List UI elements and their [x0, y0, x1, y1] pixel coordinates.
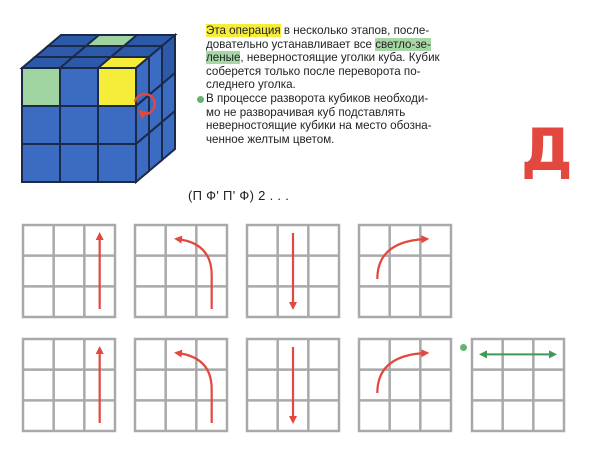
bullet-dot-icon	[460, 344, 467, 351]
move-grid	[247, 225, 339, 317]
move-formula: (П Ф' П' Ф) 2 . . .	[188, 188, 290, 203]
move-grid	[247, 339, 339, 431]
text-span: в несколько этапов, после-	[280, 24, 430, 37]
text-span: , неверностоящие уголки куба. Кубик	[240, 51, 440, 65]
text-span: мо не разворачивая куб подставлять	[206, 105, 406, 119]
move-grid	[23, 225, 115, 317]
highlight-operation: Эта операция	[206, 24, 281, 37]
move-grid	[472, 339, 564, 431]
highlight-light-green: светло-зе-	[375, 37, 431, 51]
text-span: ченное желтым цветом.	[206, 132, 335, 146]
text-span: В процессе разворота кубиков необходи-	[206, 91, 429, 105]
text-span: следнего уголка.	[206, 78, 296, 92]
section-letter: Д	[521, 116, 573, 184]
highlight-light-green-2: леные	[206, 51, 241, 65]
text-span: неверностоящие кубики на место обозна-	[206, 119, 432, 133]
text-span: довательно устанавливает все	[206, 37, 376, 51]
move-grid	[135, 225, 227, 317]
move-grid	[359, 225, 451, 317]
text-span: соберется только после переворота по-	[206, 64, 421, 78]
move-grid	[359, 339, 451, 431]
move-grid	[135, 339, 227, 431]
move-grid	[23, 339, 115, 431]
